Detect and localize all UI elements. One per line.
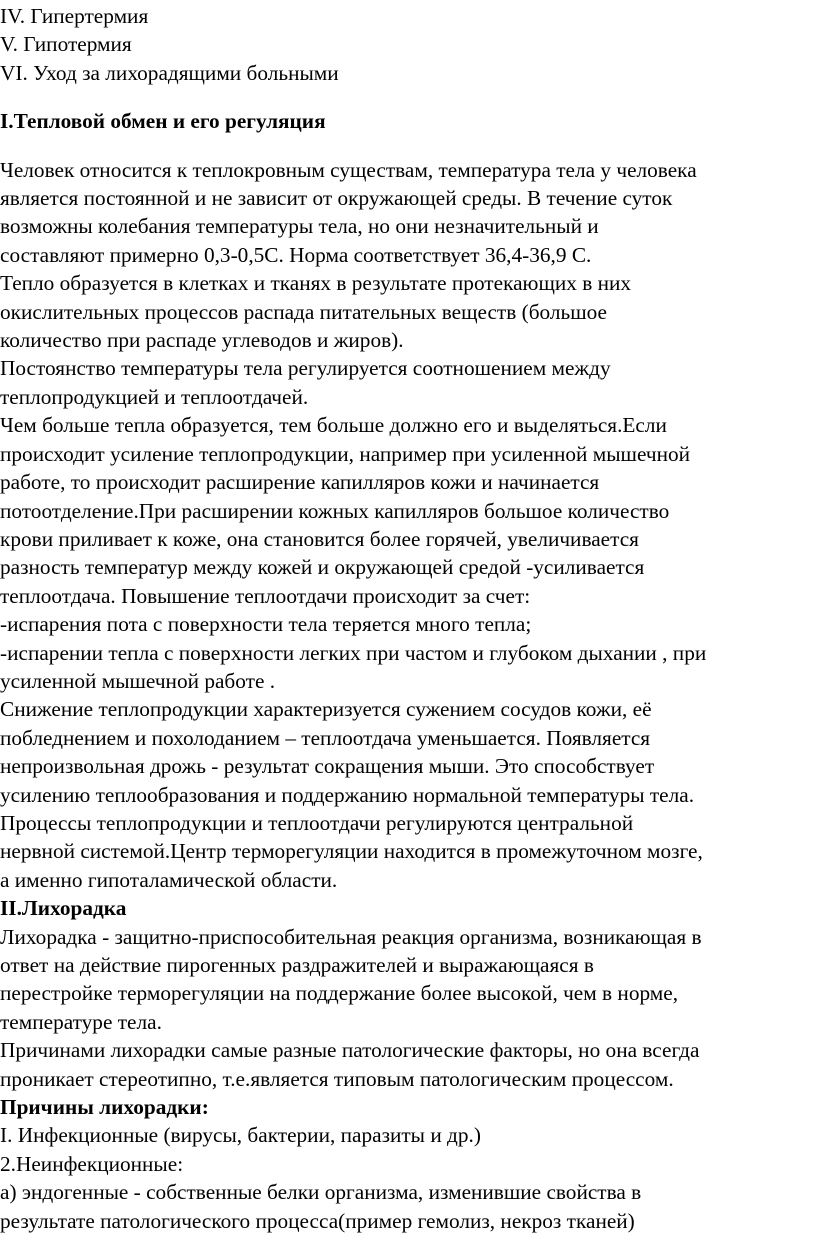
text-line: Постоянство температуры тела регулируется соотношением между (0, 356, 611, 381)
text-line: проникает стереотипно, т.е.является типовым патологическим процессом. (0, 1066, 674, 1091)
list-item: I. Инфекционные (вирусы, бактерии, паразиты и др.) (0, 1123, 481, 1148)
text-line: непроизвольная дрожь - результат сокращения мыши. Это способствует (0, 754, 655, 779)
text-line: Чем больше тепла образуется, тем больше должно его и выделяться.Если (0, 413, 667, 438)
section-body-fever-causes (0, 1121, 816, 1235)
text-line: нервной системой.Центр терморегуляции находится в промежуточном мозге, (0, 839, 703, 864)
text-line: Причинами лихорадки самые разные патологические факторы, но она всегда (0, 1038, 700, 1063)
text-line: перестройке терморегуляции на поддержание более высокой, чем в норме, (0, 981, 679, 1006)
section-heading-fever: II.Лихорадка (0, 896, 127, 921)
text-line: а именно гипоталамической области. (0, 867, 338, 892)
text-line: -испарении тепла с поверхности легких при частом и глубоком дыхании , при (0, 640, 707, 665)
text-line: Снижение теплопродукции характеризуется сужением сосудов кожи, её (0, 697, 652, 722)
spacer (0, 87, 816, 107)
text-line: усилению теплообразования и поддержанию нормальной температуры тела. (0, 782, 695, 807)
text-line: разность температур между кожей и окружающей средой -усиливается (0, 555, 645, 580)
text-line: работе, то происходит расширение капилляров кожи и начинается (0, 470, 600, 495)
section-body-heat-exchange (0, 156, 816, 895)
text-line: температуре тела. (0, 1009, 162, 1034)
text-line: Человек относится к теплокровным существам, температура тела у человека (0, 157, 697, 182)
text-line: окислительных процессов распада питательных веществ (большое (0, 299, 608, 324)
text-line: теплопродукцией и теплоотдачей. (0, 384, 309, 409)
text-line: происходит усиление теплопродукции, например при усиленной мышечной (0, 441, 691, 466)
toc-list (0, 2, 816, 87)
text-line: усиленной мышечной работе . (0, 668, 276, 693)
list-item: 2.Неинфекционные: (0, 1151, 184, 1176)
text-line: количество при распаде углеводов и жиров). (0, 328, 404, 353)
section-heading-heat-exchange: I.Тепловой обмен и его регуляция (0, 109, 326, 134)
spacer (0, 136, 816, 156)
text-line: Тепло образуется в клетках и тканях в результате протекающих в них (0, 271, 632, 296)
text-line: возможны колебания температуры тела, но они незначительный и (0, 214, 599, 239)
text-line: является постоянной и не зависит от окружающей среды. В течение суток (0, 186, 673, 211)
toc-item-v: V. Гипотермия (0, 32, 132, 57)
text-line: побледнением и похолоданием – теплоотдача уменьшается. Появляется (0, 725, 651, 750)
section-heading-fever-causes: Причины лихорадки: (0, 1095, 209, 1120)
text-line: Лихорадка - защитно-приспособительная реакция организма, возникающая в (0, 924, 702, 949)
toc-item-vi: VI. Уход за лихорадящими больными (0, 60, 339, 85)
text-line: крови приливает к коже, она становится более горячей, увеличивается (0, 526, 639, 551)
text-line: Процессы теплопродукции и теплоотдачи регулируются центральной (0, 810, 634, 835)
text-line: составляют примерно 0,3-0,5С. Норма соответствует 36,4-36,9 С. (0, 242, 592, 267)
toc-item-iv: IV. Гипертермия (0, 4, 149, 28)
text-line: -испарения пота с поверхности тела теряется много тепла; (0, 612, 532, 637)
text-line: теплоотдача. Повышение теплоотдачи происходит за счет: (0, 583, 531, 608)
list-item: результате патологического процесса(пример гемолиз, некроз тканей) (0, 1208, 635, 1233)
list-item: а) эндогенные - собственные белки организма, изменившие свойства в (0, 1180, 642, 1205)
section-body-fever (0, 923, 816, 1093)
text-line: потоотделение.При расширении кожных капилляров большое количество (0, 498, 670, 523)
text-line: ответ на действие пирогенных раздражителей и выражающаяся в (0, 953, 594, 977)
